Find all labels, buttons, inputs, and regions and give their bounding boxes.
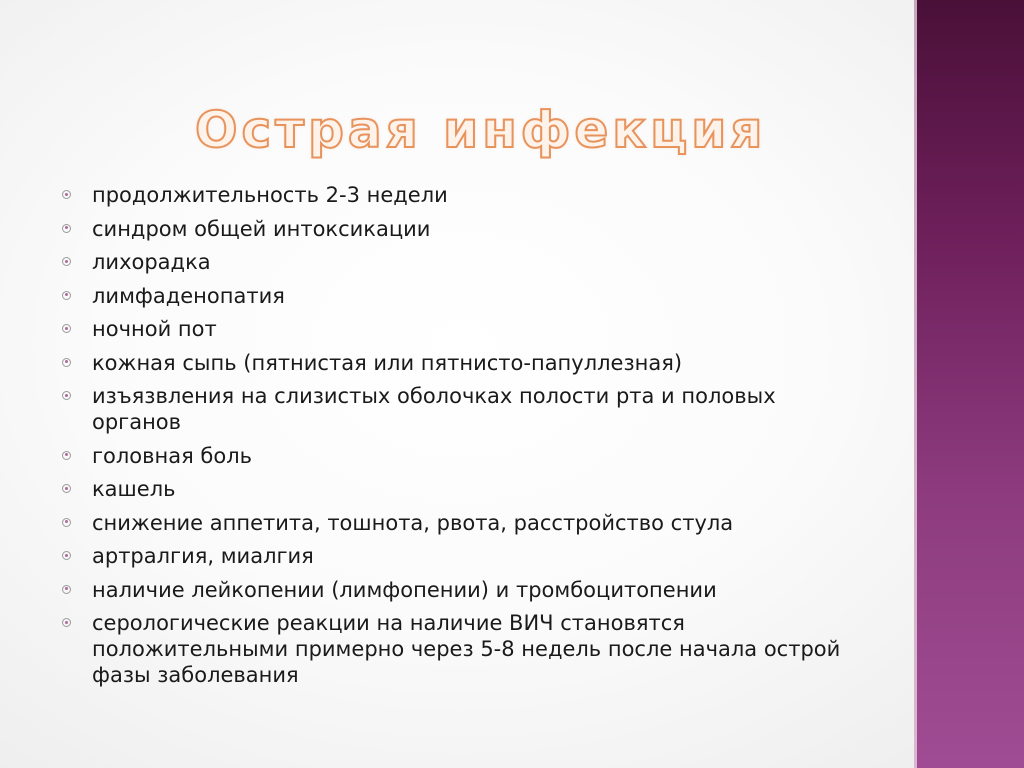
list-item xyxy=(62,476,852,502)
circle-bullet-icon xyxy=(62,324,71,333)
list-item-text: артралгия, миалгия xyxy=(92,544,314,568)
list-item-text: снижение аппетита, тошнота, рвота, расстройство стула xyxy=(92,510,734,535)
circle-bullet-icon xyxy=(62,618,71,627)
list-item-text: лимфаденопатия xyxy=(92,283,285,308)
circle-bullet-icon xyxy=(62,257,71,266)
circle-bullet-icon xyxy=(62,391,71,400)
circle-bullet-icon xyxy=(62,224,71,233)
list-item-text: изъязвления на слизистых оболочках полости рта и половых органов xyxy=(92,384,776,434)
circle-bullet-icon xyxy=(62,518,71,527)
list-item xyxy=(62,383,852,435)
list-item-text: головная боль xyxy=(92,443,253,468)
list-item xyxy=(62,283,852,309)
list-item xyxy=(62,577,852,603)
list-item-text: лихорадка xyxy=(92,250,211,274)
list-item xyxy=(62,610,852,688)
list-item-text: продолжительность 2-3 недели xyxy=(92,183,448,207)
circle-bullet-icon xyxy=(62,358,71,367)
list-item-text: кожная сыпь (пятнистая или пятнисто-папуллезная) xyxy=(92,350,683,375)
list-item xyxy=(62,216,852,242)
bullet-list xyxy=(62,182,852,696)
list-item xyxy=(62,316,852,342)
list-item-text: ночной пот xyxy=(92,317,217,341)
slide-title: Острая инфекция xyxy=(195,101,767,159)
circle-bullet-icon xyxy=(62,484,71,493)
circle-bullet-icon xyxy=(62,190,71,199)
list-item-text: наличие лейкопении (лимфопении) и тромбоцитопении xyxy=(92,577,717,602)
circle-bullet-icon xyxy=(62,451,71,460)
decorative-side-band xyxy=(914,0,1024,768)
list-item xyxy=(62,249,852,275)
list-item-text: синдром общей интоксикации xyxy=(92,216,431,241)
circle-bullet-icon xyxy=(62,551,71,560)
circle-bullet-icon xyxy=(62,291,71,300)
list-item-text: серологические реакции на наличие ВИЧ становятся положительными примерно через 5-8 недель после начала острой фазы заболевания xyxy=(92,611,841,687)
circle-bullet-icon xyxy=(62,585,71,594)
list-item xyxy=(62,443,852,469)
list-item-text: кашель xyxy=(92,477,176,501)
list-item xyxy=(62,510,852,536)
list-item xyxy=(62,182,852,208)
list-item xyxy=(62,350,852,376)
list-item xyxy=(62,543,852,569)
